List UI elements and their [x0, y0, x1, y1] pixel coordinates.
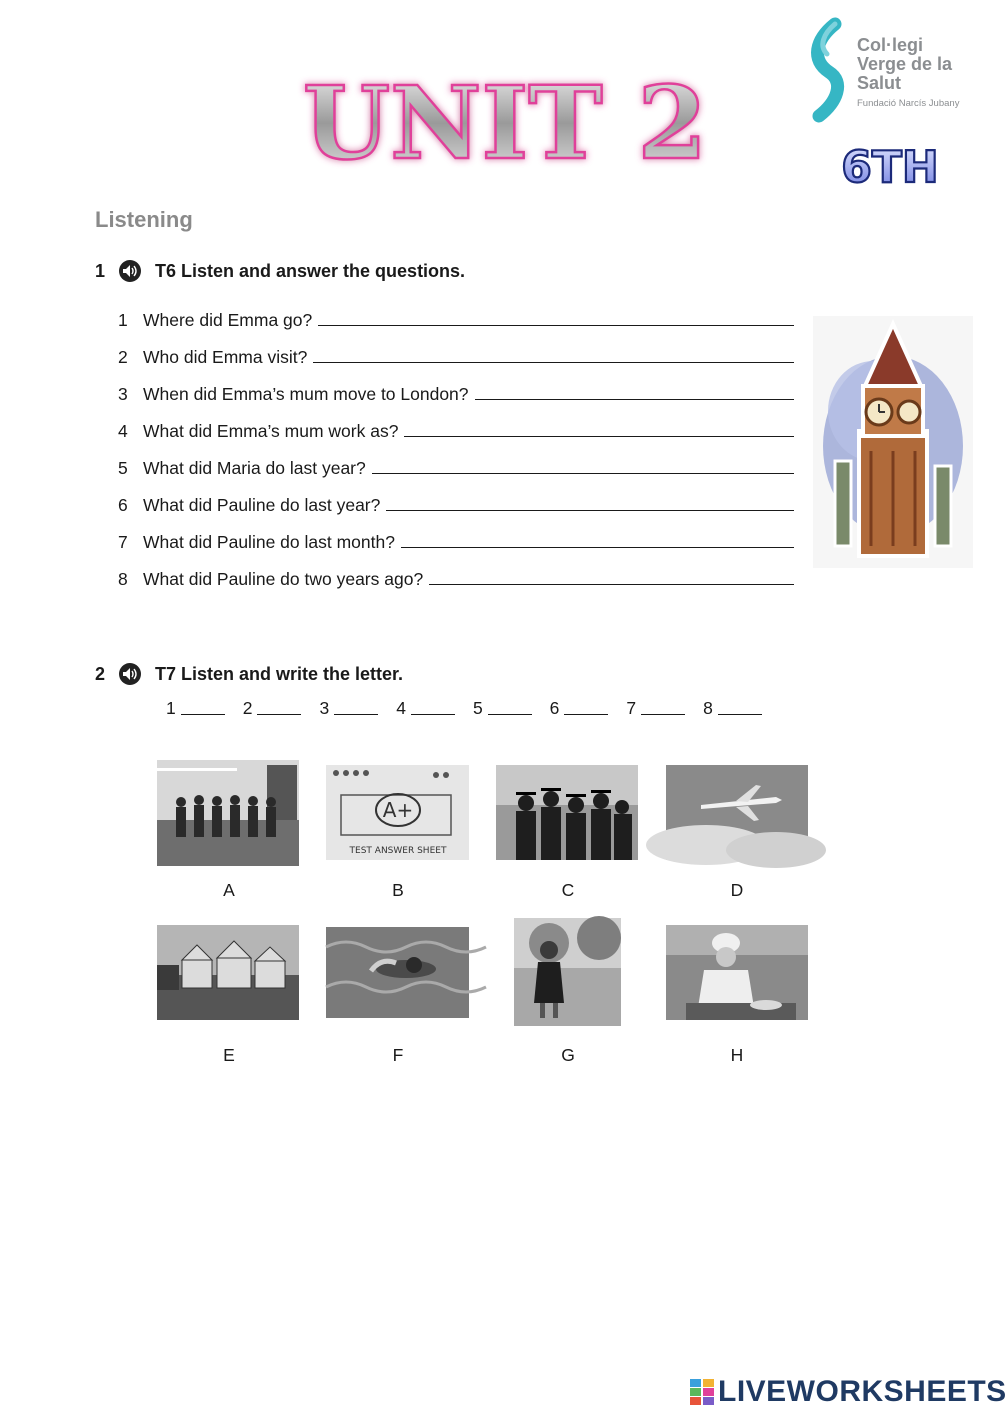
blank-item — [319, 698, 378, 719]
blank-input[interactable] — [257, 714, 301, 715]
footer-brand-text: LIVEWORKSHEETS — [718, 1375, 1007, 1408]
photo-football-team — [157, 760, 299, 866]
answer-line[interactable] — [429, 583, 794, 585]
photo-label: B — [392, 880, 404, 900]
audio-speaker-icon[interactable] — [119, 260, 141, 282]
exercise-1-instruction: T6 Listen and answer the questions. — [155, 260, 466, 281]
blank-input[interactable] — [718, 714, 762, 715]
photo-graduation — [496, 765, 638, 860]
blank-item — [396, 698, 455, 719]
school-name-line1: Col·legi — [857, 35, 923, 55]
blank-input[interactable] — [411, 714, 455, 715]
blank-item — [703, 698, 762, 719]
answer-line[interactable] — [313, 361, 794, 363]
blank-item — [550, 698, 609, 719]
section-heading: Listening — [95, 207, 193, 232]
question-number: 6 — [118, 495, 128, 515]
photo-label: G — [561, 1045, 575, 1065]
blank-input[interactable] — [488, 714, 532, 715]
school-name-line2: Verge de la — [857, 54, 953, 74]
question-row — [118, 562, 794, 590]
exercise-1-number: 1 — [95, 260, 106, 281]
exercise-2-instruction: T7 Listen and write the letter. — [155, 663, 404, 684]
photo-label: C — [561, 880, 575, 900]
school-logo-mark-icon — [805, 20, 855, 120]
blank-number: 6 — [549, 698, 560, 718]
photo-label: D — [730, 880, 744, 900]
question-text: What did Maria do last year? — [143, 458, 366, 478]
photo-test-answer-sheet — [326, 765, 469, 860]
photo-swimmer — [326, 927, 469, 1018]
test-sheet-label: TEST ANSWER SHEET — [349, 846, 447, 856]
blank-number: 4 — [396, 698, 406, 718]
photo-airplane — [666, 765, 808, 860]
question-row — [118, 525, 794, 553]
school-name-line3: Salut — [857, 73, 902, 93]
answer-line[interactable] — [404, 435, 794, 437]
photo-schoolgirl — [514, 918, 621, 1026]
question-number: 5 — [118, 458, 128, 478]
blank-input[interactable] — [181, 714, 225, 715]
question-text: Where did Emma go? — [143, 310, 313, 330]
question-text: What did Emma’s mum work as? — [143, 421, 399, 441]
blank-item — [473, 698, 532, 719]
answer-line[interactable] — [372, 472, 794, 474]
school-logo — [805, 20, 975, 120]
question-row — [118, 414, 794, 442]
photo-label: F — [392, 1045, 404, 1065]
blank-number: 3 — [319, 698, 330, 718]
liveworksheets-logo-icon — [690, 1379, 714, 1405]
blank-item — [243, 698, 302, 719]
audio-speaker-icon[interactable] — [119, 663, 141, 685]
question-number: 8 — [118, 569, 128, 589]
question-text: What did Pauline do last month? — [143, 532, 395, 552]
big-ben-illustration — [813, 316, 973, 568]
question-row — [118, 340, 794, 368]
question-text: What did Pauline do two years ago? — [143, 569, 424, 589]
blank-item — [166, 698, 225, 719]
blank-number: 7 — [626, 698, 637, 718]
grade-text: 6TH — [841, 142, 939, 193]
exercise-1-heading — [95, 260, 465, 282]
question-text: Who did Emma visit? — [143, 347, 308, 367]
photo-label: H — [730, 1045, 744, 1065]
question-row — [118, 303, 794, 331]
question-row — [118, 377, 794, 405]
blank-input[interactable] — [641, 714, 685, 715]
question-row — [118, 451, 794, 479]
answer-line[interactable] — [475, 398, 794, 400]
blank-number: 8 — [703, 698, 713, 718]
grade-mark: A+ — [382, 798, 414, 822]
question-text: When did Emma’s mum move to London? — [143, 384, 469, 404]
question-number: 3 — [118, 384, 128, 404]
footer-brand[interactable] — [690, 1372, 1007, 1412]
blank-number: 2 — [242, 698, 253, 718]
answer-blanks — [166, 698, 762, 719]
question-number: 4 — [118, 421, 128, 441]
photo-houses — [157, 925, 299, 1020]
blank-number: 5 — [472, 698, 483, 718]
question-number: 1 — [118, 310, 128, 330]
answer-line[interactable] — [401, 546, 794, 548]
blank-input[interactable] — [564, 714, 608, 715]
unit-title — [302, 58, 708, 183]
photo-label: E — [223, 1045, 235, 1065]
question-number: 7 — [118, 532, 128, 552]
question-number: 2 — [118, 347, 128, 367]
photo-label: A — [223, 880, 235, 900]
answer-line[interactable] — [386, 509, 794, 511]
question-row — [118, 488, 794, 516]
grade-badge — [841, 136, 939, 193]
school-subtitle: Fundació Narcís Jubany — [857, 98, 960, 109]
blank-input[interactable] — [334, 714, 378, 715]
blank-item — [626, 698, 685, 719]
answer-line[interactable] — [318, 324, 794, 326]
exercise-2-heading — [95, 663, 403, 685]
blank-number: 1 — [166, 698, 176, 718]
photo-chef — [666, 925, 808, 1020]
exercise-2-number: 2 — [95, 663, 106, 684]
unit-title-text: UNIT 2 — [302, 64, 708, 182]
question-text: What did Pauline do last year? — [143, 495, 381, 515]
